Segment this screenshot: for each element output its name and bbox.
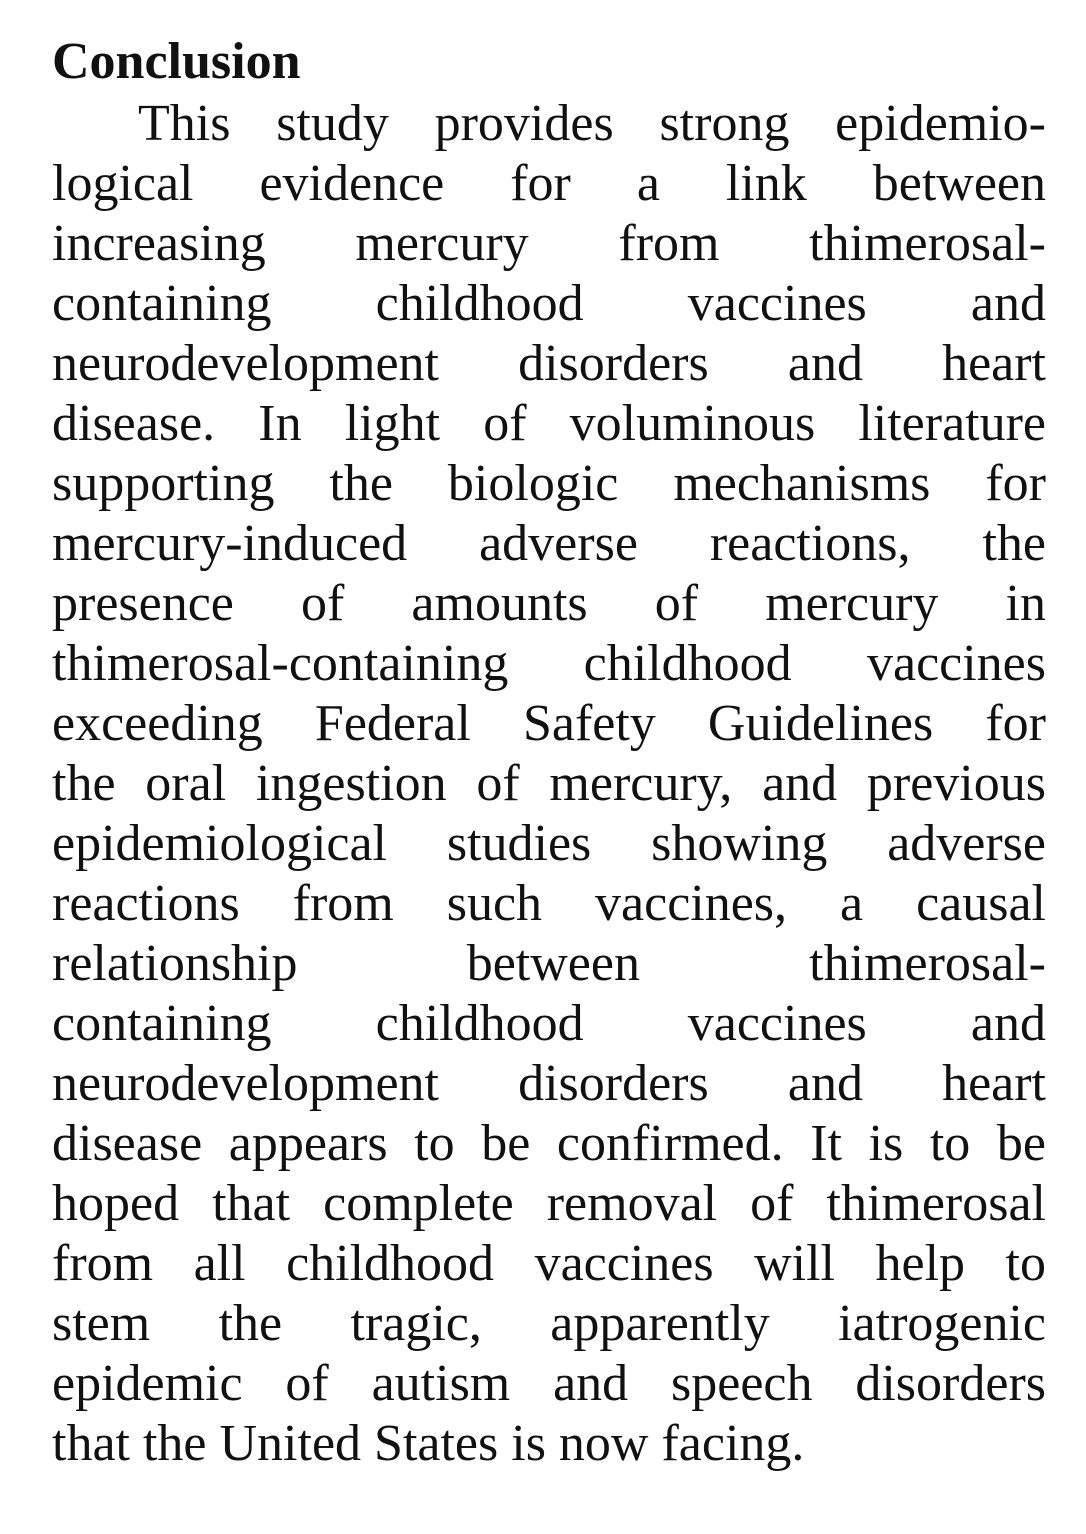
text-line: containing childhood vaccines and bbox=[52, 275, 1046, 332]
text-line: thimerosal-containing childhood vaccines bbox=[52, 635, 1046, 692]
text-line: the oral ingestion of mercury, and previous bbox=[52, 755, 1046, 812]
text-line: disease. In light of voluminous literature bbox=[52, 395, 1046, 452]
conclusion-section bbox=[52, 30, 1046, 1474]
text-line: disease appears to be confirmed. It is to be bbox=[52, 1115, 1046, 1172]
conclusion-paragraph bbox=[52, 94, 1046, 1474]
text-line: epidemiological studies showing adverse bbox=[52, 815, 1046, 872]
text-line: presence of amounts of mercury in bbox=[52, 575, 1046, 632]
text-line: logical evidence for a link between bbox=[52, 155, 1046, 212]
section-heading: Conclusion bbox=[52, 33, 301, 90]
text-line: containing childhood vaccines and bbox=[52, 995, 1046, 1052]
text-line: neurodevelopment disorders and heart bbox=[52, 335, 1046, 392]
text-line: mercury-induced adverse reactions, the bbox=[52, 515, 1046, 572]
text-line: increasing mercury from thimerosal- bbox=[52, 215, 1046, 272]
text-line: relationship between thimerosal- bbox=[52, 935, 1046, 992]
text-line: exceeding Federal Safety Guidelines for bbox=[52, 695, 1046, 752]
text-line: stem the tragic, apparently iatrogenic bbox=[52, 1295, 1046, 1352]
text-line: This study provides strong epidemio- bbox=[138, 95, 1046, 152]
text-line: reactions from such vaccines, a causal bbox=[52, 875, 1046, 932]
text-line: that the United States is now facing. bbox=[52, 1415, 805, 1472]
text-line: epidemic of autism and speech disorders bbox=[52, 1355, 1046, 1412]
text-line: supporting the biologic mechanisms for bbox=[52, 455, 1046, 512]
text-line: hoped that complete removal of thimerosal bbox=[52, 1175, 1046, 1232]
text-line: neurodevelopment disorders and heart bbox=[52, 1055, 1046, 1112]
text-line: from all childhood vaccines will help to bbox=[52, 1235, 1046, 1292]
